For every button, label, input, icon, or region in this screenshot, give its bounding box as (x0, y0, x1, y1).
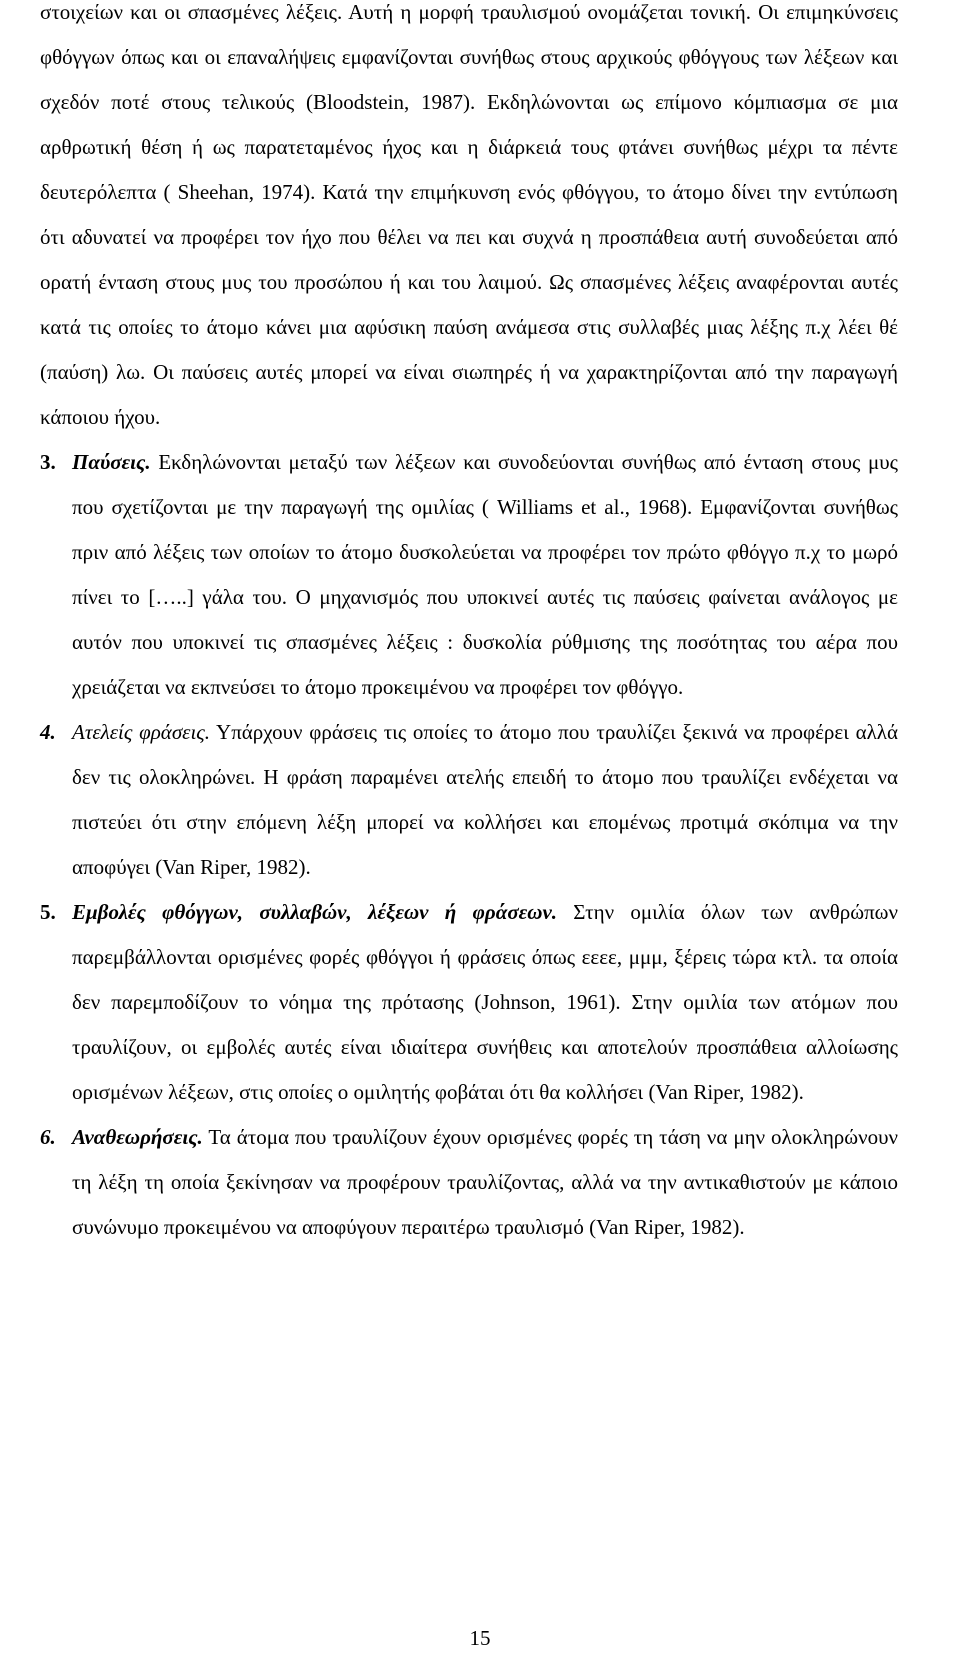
list-item-pauses (40, 440, 898, 710)
item-number: 4. (40, 720, 56, 744)
document-page (40, 0, 898, 1250)
intro-paragraph: στοιχείων και οι σπασμένες λέξεις. Αυτή η μορφή τραυλισμού ονομάζεται τονική. Οι επιμηκύνσεις φθόγγων όπως και οι επαναλήψεις εμφανίζονται συνήθως στους αρχικούς φθόγγους των λέξεων και σχεδόν ποτέ στους τελικούς (Bloodstein, 1987). Εκδηλώνονται ως επίμονο κόμπιασμα σε μια αρθρωτική θέση ή ως παρατεταμένος ήχος και η διάρκειά τους φτάνει συνήθως μέχρι τα πέντε δευτερόλεπτα ( Sheehan, 1974). Κατά την επιμήκυνση ενός φθόγγου, το άτομο δίνει την εντύπωση ότι αδυνατεί να προφέρει τον ήχο που θέλει να πει και συχνά η προσπάθεια αυτή συνοδεύεται από ορατή ένταση στους μυς του προσώπου ή και του λαιμού. Ως σπασμένες λέξεις αναφέρονται αυτές κατά τις οποίες το άτομο κάνει μια αφύσικη παύση ανάμεσα στις συλλαβές μιας λέξης π.χ λέει θέ (παύση) λω. Οι παύσεις αυτές μπορεί να είναι σιωπηρές ή να χαρακτηρίζονται από την παραγωγή κάποιου ήχου. (40, 0, 898, 429)
list-item-revisions (40, 1115, 898, 1250)
item-heading: Ατελείς φράσεις. (72, 720, 211, 744)
item-number: 5. (40, 900, 56, 924)
item-body (72, 1115, 898, 1250)
item-text: Στην ομιλία όλων των ανθρώπων παρεμβάλλονται ορισμένες φορές φθόγγοι ή φράσεις όπως εεεε, μμμ, ξέρεις τώρα κτλ. τα οποία δεν παρεμποδίζουν το νόημα της πρότασης (Johnson, 1961). Στην ομιλία των ατόμων που τραυλίζουν, οι εμβολές αυτές είναι ιδιαίτερα συνήθεις και αποτελούν προσπάθεια αλλοίωσης ορισμένων λέξεων, στις οποίες ο ομιλητής φοβάται ότι θα κολλήσει (Van Riper, 1982). (72, 900, 898, 1104)
item-text: Εκδηλώνονται μεταξύ των λέξεων και συνοδεύονται συνήθως από ένταση στους μυς που σχετίζονται με την παραγωγή της ομιλίας ( Williams et al., 1968). Εμφανίζονται συνήθως πριν από λέξεις των οποίων το άτομο δυσκολεύεται να προφέρει τον πρώτο φθόγγο π.χ το μωρό πίνει το […..] γάλα του. Ο μηχανισμός που υποκινεί αυτές τις παύσεις φαίνεται ανάλογος με αυτόν που υποκινεί τις σπασμένες λέξεις : δυσκολία ρύθμισης της ποσότητας του αέρα που χρειάζεται να εκπνεύσει το άτομο προκειμένου να προφέρει τον φθόγγο. (72, 450, 898, 699)
item-number: 3. (40, 450, 56, 474)
item-heading: Παύσεις. (72, 450, 151, 474)
item-text: Υπάρχουν φράσεις τις οποίες το άτομο που τραυλίζει ξεκινά να προφέρει αλλά δεν τις ολοκληρώνει. Η φράση παραμένει ατελής επειδή το άτομο που τραυλίζει ενδέχεται να πιστεύει ότι στην επόμενη λέξη μπορεί να κολλήσει και επομένως προτιμά σκόπιμα να την αποφύγει (Van Riper, 1982). (72, 720, 898, 879)
item-body (72, 890, 898, 1115)
item-heading: Εμβολές φθόγγων, συλλαβών, λέξεων ή φράσεων. (72, 900, 558, 924)
list-item-incomplete-phrases (40, 710, 898, 890)
item-number: 6. (40, 1125, 56, 1149)
page-number: 15 (469, 1626, 491, 1650)
item-text: Τα άτομα που τραυλίζουν έχουν ορισμένες φορές τη τάση να μην ολοκληρώνουν τη λέξη τη οποία ξεκίνησαν να προφέρουν τραυλίζοντας, αλλά να την αντικαθιστούν με κάποιο συνώνυμο προκειμένου να αποφύγουν περαιτέρω τραυλισμό (Van Riper, 1982). (72, 1125, 898, 1239)
item-body (72, 440, 898, 710)
list-item-interjections (40, 890, 898, 1115)
item-heading: Αναθεωρήσεις. (72, 1125, 203, 1149)
item-body (72, 710, 898, 890)
